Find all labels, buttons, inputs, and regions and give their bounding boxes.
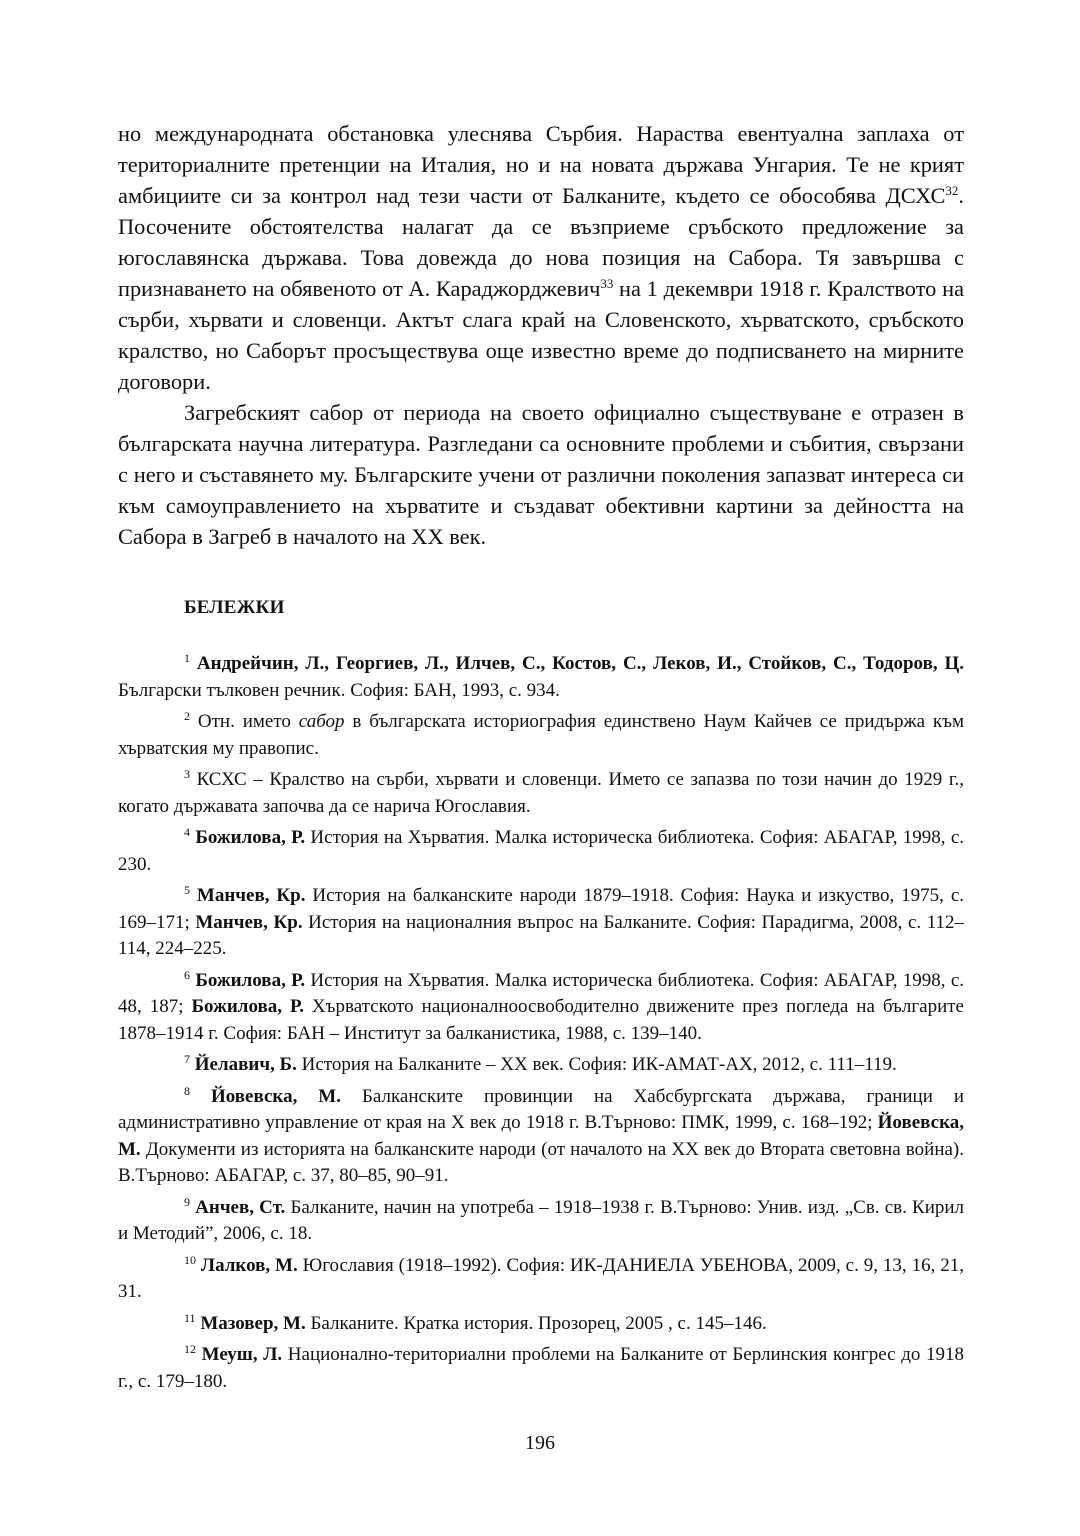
paragraph-1: но международната обстановка улеснява Сърбия. Нараства евентуална заплаха от териториалните претенции на Италия, но и на новата държава Унгария. Те не крият амбициите си за контрол над тези части от Балканите, където се обособява ДСХС$^{32}$. Посочените обстоятелства налагат да се възприеме сръбското предложение за югославянска държава. Това довежда до нова позиция на Сабора. Тя завършва с признаването на обявеното от А. Караджорджевич$^{33}$ на 1 декември 1918 г. Кралството на сърби, хървати и словенци. Актът слага край на Словенското, хърватското, сръбското кралство, но Саборът просъществува още известно време до подписването на мирните договори. (118, 121, 965, 394)
note-9: $^9$ Анчев, Ст. Балканите, начин на употреба – 1918–1938 г. В.Търново: Унив. изд. „Св. св. Кирил и Методий”, 2006, с. 18. (118, 1194, 965, 1244)
note-5: $^5$ Манчев, Кр. История на балканските народи 1879–1918. София: Наука и изкуство, 1975, с. 169–171; Манчев, Кр. История на националния въпрос на Балканите. София: Парадигма, 2008, с. 112–114, 224–225. (118, 883, 965, 959)
note-4: $^4$ Божилова, Р. История на Хърватия. Малка историческа библиотека. София: АБАГАР, 1998, с. 230. (118, 825, 965, 875)
footnote-ref-32[interactable]: 32 (945, 183, 959, 198)
note-12: $^{12}$ Меуш, Л. Национално-териториални проблеми на Балканите от Берлинския конгрес до 1918 г., с. 179–180. (118, 1342, 965, 1392)
note-11: $^{11}$ Мазовер, М. Балканите. Кратка история. Прозорец, 2005 , с. 145–146. (184, 1310, 767, 1334)
notes-heading: БЕЛЕЖКИ (184, 597, 285, 618)
note-8: $^8$ Йовевска, М. Балканските провинции на Хабсбургската държава, граници и административно управление от края на X век до 1918 г. В.Търново: ПМК, 1999, с. 168–192; Йовевска, М. Документи из историята на балканските народи (от началото на XX век до Втората световна война). В.Търново: АБАГАР, с. 37, 80–85, 90–91. (118, 1083, 965, 1186)
note-7: $^7$ Йелавич, Б. История на Балканите – XX век. София: ИК-АМАТ-АХ, 2012, с. 111–119. (184, 1052, 897, 1075)
note-2: $^2$ Отн. името сабор в българската историография единствено Наум Кайчев се придържа към хърватския му правопис. (118, 709, 964, 759)
note-10: $^{10}$ Лалков, М. Югославия (1918–1992). София: ИК-ДАНИЕЛА УБЕНОВА, 2009, с. 9, 13, 16, 21, 31. (118, 1252, 965, 1302)
note-6: $^6$ Божилова, Р. История на Хърватия. Малка историческа библиотека. София: АБАГАР, 1998, с. 48, 187; Божилова, Р. Хърватското националноосвободително движените през погледа на българите 1878–1914 г. София: БАН – Институт за балканистика, 1988, с. 139–140. (118, 967, 965, 1044)
notes-list (118, 651, 964, 1395)
page-content (118, 118, 964, 1400)
note-1: $^1$ Андрейчин, Л., Георгиев, Л., Илчев, С., Костов, С., Леков, И., Стойков, С., Тодоров, Ц. Български тълковен речник. София: БАН, 1993, с. 934. (118, 651, 965, 701)
body-text (118, 118, 964, 552)
note-3: $^3$ КСХС – Кралство на сърби, хървати и словенци. Името се запазва по този начин до 1929 г., когато държавата започва да се нарича Югославия. (118, 767, 964, 817)
footnote-ref-33[interactable]: 33 (600, 276, 614, 291)
page-number: 196 (525, 1432, 555, 1454)
paragraph-2: Загребският сабор от периода на своето официално съществуване е отразен в българската научна литература. Разгледани са основните проблеми и събития, свързани с него и съставянето му. Българските учени от различни поколения запазват интереса си към самоуправлението на хърватите и създават обективни картини за дейността на Сабора в Загреб в началото на XX век. (118, 400, 964, 549)
